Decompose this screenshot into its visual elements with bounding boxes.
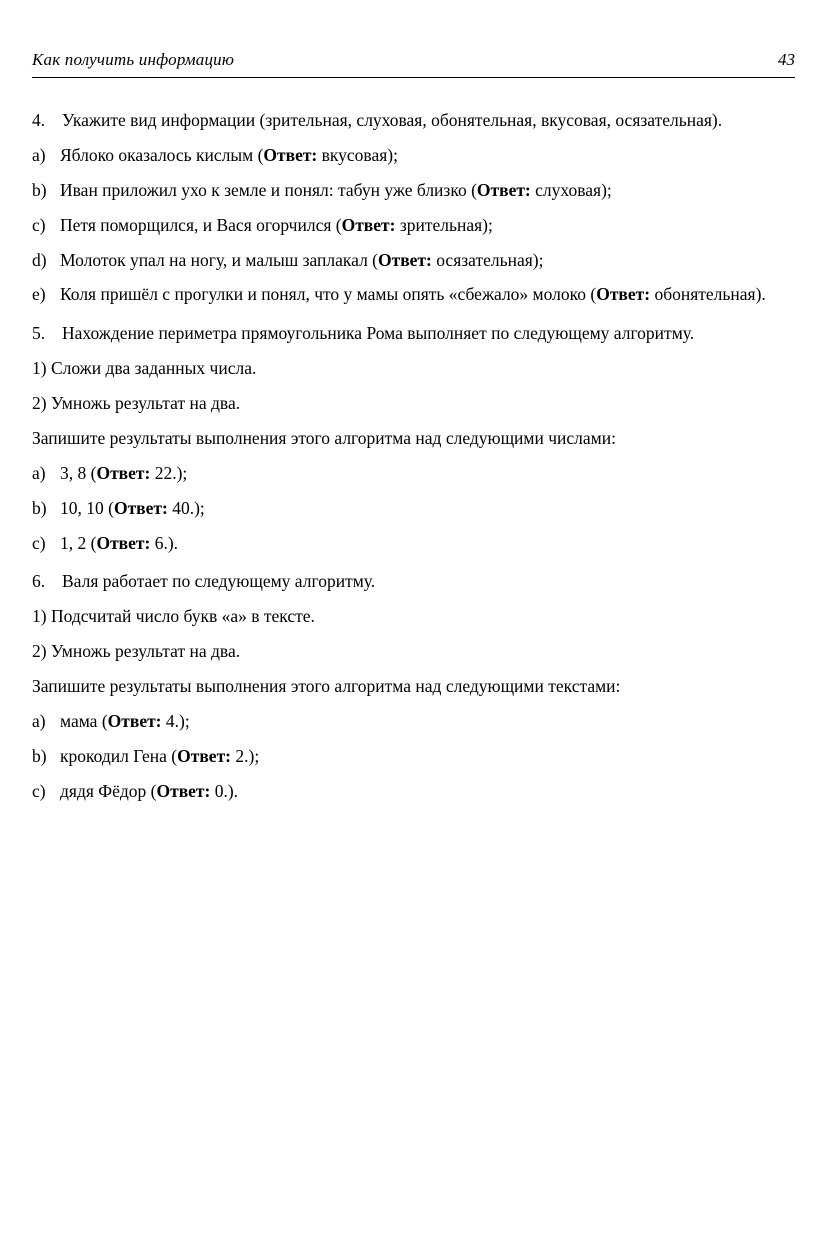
item-text: Молоток упал на ногу, и малыш заплакал (	[60, 249, 378, 270]
answer-item	[32, 494, 795, 523]
answer-label: Ответ:	[341, 214, 396, 235]
answer-item	[32, 459, 795, 488]
problem-intro-text: Нахождение периметра прямоугольника Рома выполняет по следующему алгоритму.	[62, 323, 695, 344]
answer-label: Ответ:	[96, 532, 151, 553]
item-text: Коля пришёл с прогулки и понял, что у мамы опять «сбежало» молоко (	[60, 284, 597, 305]
answer-text: осязательная);	[431, 249, 544, 270]
problem-intro	[32, 319, 795, 348]
task-text: Запишите результаты выполнения этого алгоритма над следующими текстами:	[32, 676, 621, 696]
problem-intro-text: Укажите вид информации (зрительная, слуховая, обонятельная, вкусовая, осязательная).	[62, 110, 723, 130]
item-text: мама (	[60, 710, 108, 731]
answer-item	[32, 742, 795, 771]
problem	[32, 319, 795, 557]
answer-label: Ответ:	[107, 710, 162, 731]
algorithm-step: 1) Подсчитай число букв «а» в тексте.	[32, 606, 315, 627]
answer-text: 4.);	[161, 710, 190, 731]
task-text: Запишите результаты выполнения этого алгоритма над следующими числами:	[32, 427, 616, 448]
problem	[32, 567, 795, 805]
algorithm-step: 1) Сложи два заданных числа.	[32, 358, 257, 379]
answer-text: вкусовая);	[317, 144, 398, 165]
item-text: крокодил Гена (	[60, 745, 178, 766]
answer-text: зрительная);	[395, 214, 493, 235]
problem-number: 5.	[32, 323, 46, 344]
algorithm-step: 2) Умножь результат на два.	[32, 393, 241, 413]
item-marker: a)	[32, 462, 46, 483]
answer-item	[32, 141, 795, 170]
answer-item	[32, 211, 795, 240]
answer-label: Ответ:	[476, 179, 531, 200]
answer-label: Ответ:	[263, 144, 318, 165]
problem-intro	[32, 567, 795, 596]
page-number: 43	[778, 50, 795, 69]
item-text: 1, 2 (	[60, 532, 97, 553]
item-text: Иван приложил ухо к земле и понял: табун уже близко (	[60, 179, 477, 200]
item-marker: a)	[32, 144, 46, 165]
answer-item	[32, 529, 795, 558]
answer-text: 40.);	[167, 497, 205, 518]
running-head: Как получить информацию	[32, 50, 235, 69]
item-marker: c)	[32, 780, 46, 801]
problem	[32, 106, 795, 309]
answer-text: 0.).	[210, 780, 239, 801]
answer-text: 6.).	[150, 532, 179, 553]
problem-intro	[32, 106, 795, 135]
item-text: Яблоко оказалось кислым (	[60, 144, 264, 165]
answer-text: 2.);	[231, 745, 260, 766]
answer-item	[32, 246, 795, 275]
answer-label: Ответ:	[113, 497, 168, 518]
answer-item	[32, 777, 795, 806]
answer-label: Ответ:	[177, 745, 231, 766]
problem-number: 4.	[32, 110, 46, 130]
page-header	[32, 50, 795, 78]
item-text: 10, 10 (	[60, 497, 114, 518]
item-marker: d)	[32, 249, 47, 270]
answer-label: Ответ:	[596, 284, 651, 305]
problem-intro-text: Валя работает по следующему алгоритму.	[62, 571, 376, 592]
problem-number: 6.	[32, 571, 46, 592]
item-text: Петя поморщился, и Вася огорчился (	[60, 214, 342, 235]
item-marker: e)	[32, 284, 46, 305]
item-marker: c)	[32, 532, 46, 553]
item-text: дядя Фёдор (	[60, 780, 157, 801]
item-marker: b)	[32, 497, 47, 518]
answer-text: 22.);	[150, 462, 188, 483]
answer-item	[32, 176, 795, 205]
item-marker: b)	[32, 745, 47, 766]
problems-list	[32, 106, 795, 806]
algorithm-step: 2) Умножь результат на два.	[32, 641, 241, 662]
answer-item	[32, 707, 795, 736]
answer-label: Ответ:	[378, 249, 432, 270]
answer-text: слуховая);	[530, 179, 612, 200]
answer-label: Ответ:	[156, 780, 211, 801]
answer-label: Ответ:	[96, 462, 151, 483]
answer-text: обонятельная).	[650, 284, 766, 305]
answer-item	[32, 280, 795, 309]
item-marker: b)	[32, 179, 47, 200]
item-marker: c)	[32, 214, 46, 235]
item-text: 3, 8 (	[60, 462, 97, 483]
item-marker: a)	[32, 710, 46, 731]
